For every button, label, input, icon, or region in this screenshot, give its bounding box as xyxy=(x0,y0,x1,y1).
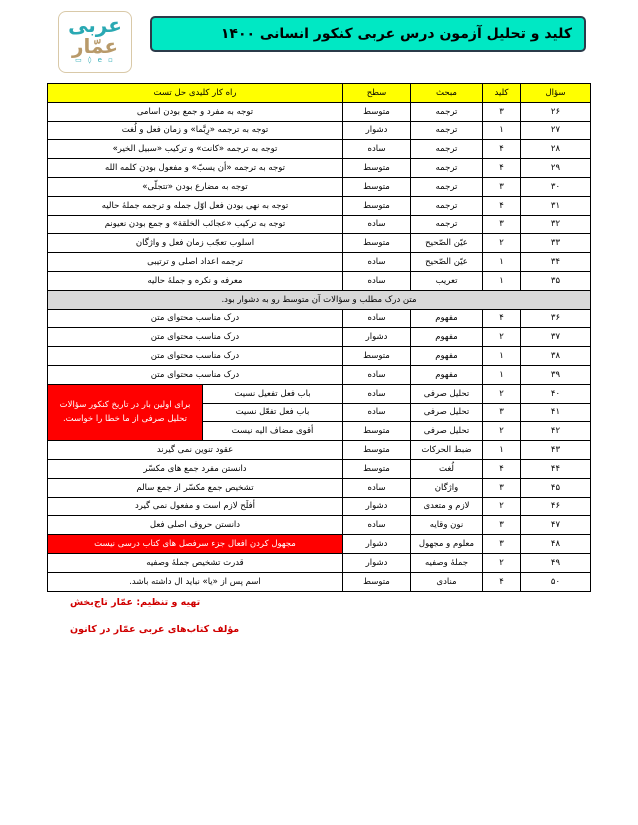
topic: ترجمه xyxy=(411,159,483,178)
table-row xyxy=(48,309,591,328)
table-row xyxy=(48,497,591,516)
question-number: ۴۱ xyxy=(521,403,591,422)
approach: توجه به مضارع بودن «تتجلّی» xyxy=(48,177,343,196)
answer-key: ۴ xyxy=(483,140,521,159)
header-approach: راه کار کلیدی حل تست xyxy=(48,84,343,103)
topic: مفهوم xyxy=(411,309,483,328)
topic: ترجمه xyxy=(411,196,483,215)
difficulty-level: متوسط xyxy=(343,196,411,215)
difficulty-level: متوسط xyxy=(343,347,411,366)
approach: اسلوب تعجّب زمان فعل و واژگان xyxy=(48,234,343,253)
question-number: ۴۹ xyxy=(521,553,591,572)
question-number: ۴۶ xyxy=(521,497,591,516)
approach: درک مناسب محتوای متن xyxy=(48,328,343,347)
table-row xyxy=(48,253,591,272)
topic: تحلیل صرفی xyxy=(411,422,483,441)
approach: أفلَح لازم است و مفعول نمی گیرد xyxy=(48,497,343,516)
table-row xyxy=(48,516,591,535)
approach: ترجمه اعداد اصلی و ترتیبی xyxy=(48,253,343,272)
difficulty-level: متوسط xyxy=(343,177,411,196)
question-number: ۴۰ xyxy=(521,384,591,403)
approach: دانستن مفرد جمع های مکسّر xyxy=(48,459,343,478)
table-row xyxy=(48,159,591,178)
footer-credit: تهیه و تنظیم: عمّار تاج‌بخش xyxy=(70,597,201,608)
table-row xyxy=(48,196,591,215)
answer-key: ۳ xyxy=(483,478,521,497)
difficulty-level: دشوار xyxy=(343,121,411,140)
header-topic: مبحث xyxy=(411,84,483,103)
table-row xyxy=(48,177,591,196)
answer-key: ۲ xyxy=(483,497,521,516)
difficulty-level: متوسط xyxy=(343,459,411,478)
difficulty-level: ساده xyxy=(343,403,411,422)
answer-key: ۱ xyxy=(483,441,521,460)
difficulty-level: ساده xyxy=(343,140,411,159)
table-row xyxy=(48,572,591,591)
footer-author: مؤلف کتاب‌های عربی عمّار در کانون xyxy=(70,624,240,635)
table-row xyxy=(48,535,591,554)
answer-key: ۳ xyxy=(483,535,521,554)
approach: درک مناسب محتوای متن xyxy=(48,309,343,328)
answer-key: ۴ xyxy=(483,196,521,215)
approach: اسم پس از «یا» نباید ال داشته باشد. xyxy=(48,572,343,591)
difficulty-level: ساده xyxy=(343,215,411,234)
page-title: کلید و تحلیل آزمون درس عربی کنکور انسانی ۱۴۰۰ xyxy=(150,16,586,52)
answer-key: ۲ xyxy=(483,328,521,347)
logo-icons: ▫ e ◊ ▭ xyxy=(75,56,115,64)
difficulty-level: دشوار xyxy=(343,328,411,347)
logo-line1: عربی xyxy=(68,13,122,37)
question-number: ۴۸ xyxy=(521,535,591,554)
topic: لُغت xyxy=(411,459,483,478)
approach: باب فعل تفعّل نسیت xyxy=(203,403,343,422)
table-row xyxy=(48,121,591,140)
answer-key: ۳ xyxy=(483,516,521,535)
question-number: ۲۷ xyxy=(521,121,591,140)
note-row xyxy=(48,290,591,309)
topic: ترجمه xyxy=(411,121,483,140)
topic: عیّن الصّحیح xyxy=(411,234,483,253)
question-number: ۴۲ xyxy=(521,422,591,441)
red-note-cell: برای اولین بار در تاریخ کنکور سؤالات تحلیل صرفی از ما خطا را خواست. xyxy=(48,384,203,440)
approach: عقود تنوین نمی گیرند xyxy=(48,441,343,460)
topic: جملهٔ وصفیه xyxy=(411,553,483,572)
topic: لازم و متعدی xyxy=(411,497,483,516)
difficulty-level: متوسط xyxy=(343,572,411,591)
answer-key: ۱ xyxy=(483,271,521,290)
difficulty-level: متوسط xyxy=(343,441,411,460)
topic: مفهوم xyxy=(411,365,483,384)
answer-key-table xyxy=(47,83,591,592)
approach: توجه به ترجمه «أن یسبّ» و مفعول بودن کلمه الله xyxy=(48,159,343,178)
question-number: ۲۹ xyxy=(521,159,591,178)
question-number: ۴۷ xyxy=(521,516,591,535)
difficulty-level: ساده xyxy=(343,365,411,384)
topic: ترجمه xyxy=(411,215,483,234)
approach: دانستن حروف اصلی فعل xyxy=(48,516,343,535)
topic: مفهوم xyxy=(411,347,483,366)
question-number: ۳۰ xyxy=(521,177,591,196)
topic: واژگان xyxy=(411,478,483,497)
answer-key: ۱ xyxy=(483,347,521,366)
topic: مفهوم xyxy=(411,328,483,347)
difficulty-level: دشوار xyxy=(343,535,411,554)
difficulty-level: دشوار xyxy=(343,553,411,572)
approach: توجه به ترکیب «عجائب الخلقة» و جمع بودن نعیونم xyxy=(48,215,343,234)
approach: أقوی مضاف الیه نیست xyxy=(203,422,343,441)
question-number: ۳۲ xyxy=(521,215,591,234)
table-row xyxy=(48,553,591,572)
question-number: ۳۹ xyxy=(521,365,591,384)
question-number: ۴۴ xyxy=(521,459,591,478)
difficulty-level: ساده xyxy=(343,309,411,328)
approach: مجهول کردن افعال جزء سرفصل های کتاب درسی نیست xyxy=(48,535,343,554)
topic: ترجمه xyxy=(411,102,483,121)
difficulty-level: متوسط xyxy=(343,102,411,121)
approach: معرفه و نکره و جملهٔ حالیه xyxy=(48,271,343,290)
answer-key: ۱ xyxy=(483,365,521,384)
approach: باب فعل تفعیل نسیت xyxy=(203,384,343,403)
answer-key: ۳ xyxy=(483,177,521,196)
approach: توجه به نهی بودن فعل اوّل جمله و ترجمه جملهٔ حالیه xyxy=(48,196,343,215)
table-row xyxy=(48,271,591,290)
header-key: کلید xyxy=(483,84,521,103)
answer-key: ۴ xyxy=(483,572,521,591)
question-number: ۳۴ xyxy=(521,253,591,272)
difficulty-level: ساده xyxy=(343,516,411,535)
answer-key: ۱ xyxy=(483,121,521,140)
answer-key: ۳ xyxy=(483,102,521,121)
question-number: ۴۵ xyxy=(521,478,591,497)
approach: توجه به مفرد و جمع بودن اسامی xyxy=(48,102,343,121)
approach: قدرت تشخیص جملهٔ وصفیه xyxy=(48,553,343,572)
topic: تعریب xyxy=(411,271,483,290)
answer-key: ۴ xyxy=(483,459,521,478)
table-row xyxy=(48,347,591,366)
difficulty-level: ساده xyxy=(343,478,411,497)
difficulty-level: ساده xyxy=(343,271,411,290)
difficulty-level: ساده xyxy=(343,253,411,272)
approach: تشخیص جمع مکسّر از جمع سالم xyxy=(48,478,343,497)
approach: درک مناسب محتوای متن xyxy=(48,365,343,384)
question-number: ۲۶ xyxy=(521,102,591,121)
question-number: ۵۰ xyxy=(521,572,591,591)
topic: ترجمه xyxy=(411,177,483,196)
question-number: ۳۶ xyxy=(521,309,591,328)
table-row xyxy=(48,234,591,253)
table-row xyxy=(48,365,591,384)
table-row xyxy=(48,478,591,497)
difficulty-level: ساده xyxy=(343,384,411,403)
table-row xyxy=(48,441,591,460)
table-row xyxy=(48,140,591,159)
question-number: ۳۵ xyxy=(521,271,591,290)
difficulty-level: دشوار xyxy=(343,497,411,516)
approach: توجه به ترجمه «رِبَّما» و زمان فعل و لُغت xyxy=(48,121,343,140)
table-row xyxy=(48,384,591,403)
answer-key: ۲ xyxy=(483,553,521,572)
difficulty-level: متوسط xyxy=(343,422,411,441)
topic: ترجمه xyxy=(411,140,483,159)
topic: تحلیل صرفی xyxy=(411,403,483,422)
approach: توجه به ترجمه «کانت» و ترکیب «سبیل الخیر» xyxy=(48,140,343,159)
topic: عیّن الصّحیح xyxy=(411,253,483,272)
header-question: سؤال xyxy=(521,84,591,103)
reading-comprehension-note: متن درک مطلب و سؤالات آن متوسط رو به دشوار بود. xyxy=(48,290,591,309)
answer-key: ۱ xyxy=(483,253,521,272)
approach: درک مناسب محتوای متن xyxy=(48,347,343,366)
question-number: ۳۳ xyxy=(521,234,591,253)
answer-key: ۴ xyxy=(483,309,521,328)
logo xyxy=(58,11,132,73)
answer-key: ۴ xyxy=(483,159,521,178)
topic: منادی xyxy=(411,572,483,591)
answer-key: ۲ xyxy=(483,384,521,403)
table-header-row xyxy=(48,84,591,103)
answer-key: ۳ xyxy=(483,403,521,422)
table-row xyxy=(48,459,591,478)
topic: تحلیل صرفی xyxy=(411,384,483,403)
topic: نون وقایه xyxy=(411,516,483,535)
answer-key: ۲ xyxy=(483,422,521,441)
question-number: ۴۳ xyxy=(521,441,591,460)
answer-key: ۳ xyxy=(483,215,521,234)
table-row xyxy=(48,328,591,347)
question-number: ۳۱ xyxy=(521,196,591,215)
question-number: ۲۸ xyxy=(521,140,591,159)
difficulty-level: متوسط xyxy=(343,234,411,253)
topic: معلوم و مجهول xyxy=(411,535,483,554)
question-number: ۳۸ xyxy=(521,347,591,366)
header-level: سطح xyxy=(343,84,411,103)
topic: ضبط الحرکات xyxy=(411,441,483,460)
difficulty-level: متوسط xyxy=(343,159,411,178)
answer-key: ۲ xyxy=(483,234,521,253)
table-row xyxy=(48,102,591,121)
logo-line2: عمّار xyxy=(71,34,119,58)
table-row xyxy=(48,215,591,234)
question-number: ۳۷ xyxy=(521,328,591,347)
